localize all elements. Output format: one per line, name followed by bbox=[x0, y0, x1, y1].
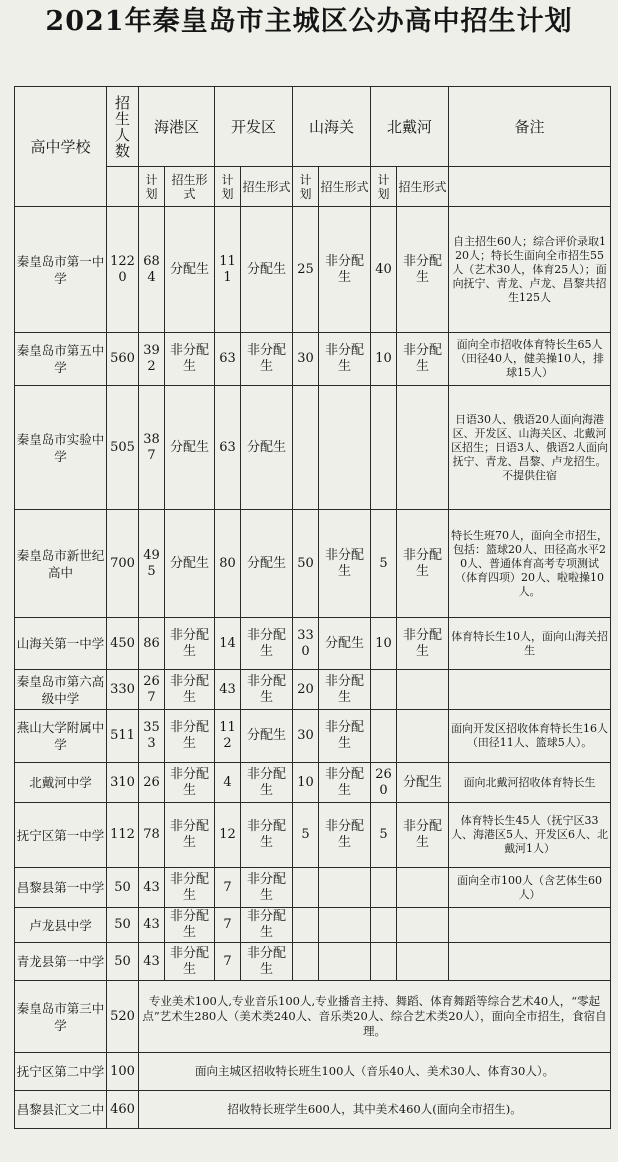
district-plan: 7 bbox=[215, 908, 241, 943]
district-plan bbox=[371, 943, 397, 981]
district-plan: 14 bbox=[215, 618, 241, 670]
total-enrollment: 511 bbox=[107, 710, 139, 763]
total-enrollment: 50 bbox=[107, 868, 139, 908]
district-plan: 63 bbox=[215, 333, 241, 386]
enrollment-plan-table bbox=[14, 86, 611, 1129]
total-enrollment: 505 bbox=[107, 386, 139, 510]
row-note bbox=[449, 908, 611, 943]
header-form: 招生形式 bbox=[319, 167, 371, 207]
district-plan: 80 bbox=[215, 510, 241, 618]
header-form: 招生形式 bbox=[397, 167, 449, 207]
district-form: 非分配生 bbox=[241, 670, 293, 710]
row-note: 面向全市100人（含艺体生60人） bbox=[449, 868, 611, 908]
header-plan: 计划 bbox=[293, 167, 319, 207]
district-form bbox=[319, 386, 371, 510]
district-form: 非分配生 bbox=[165, 908, 215, 943]
district-form: 非分配生 bbox=[241, 803, 293, 868]
district-form: 非分配生 bbox=[165, 763, 215, 803]
district-plan: 7 bbox=[215, 943, 241, 981]
header-note-empty bbox=[449, 167, 611, 207]
school-name: 秦皇岛市实验中学 bbox=[15, 386, 107, 510]
total-enrollment: 330 bbox=[107, 670, 139, 710]
district-form: 非分配生 bbox=[397, 510, 449, 618]
row-note: 面向全市招收体育特长生65人（田径40人，健美操10人，排球15人） bbox=[449, 333, 611, 386]
district-plan: 5 bbox=[371, 510, 397, 618]
district-form: 分配生 bbox=[165, 386, 215, 510]
school-name: 秦皇岛市第三中学 bbox=[15, 981, 107, 1053]
district-form: 非分配生 bbox=[397, 618, 449, 670]
row-note: 日语30人、俄语20人面向海港区、开发区、山海关区、北戴河区招生；日语3人、俄语2人面向抚宁、青龙、昌黎、卢龙招生。不提供住宿 bbox=[449, 386, 611, 510]
district-form: 非分配生 bbox=[319, 763, 371, 803]
table-row bbox=[15, 710, 611, 763]
district-form: 非分配生 bbox=[165, 803, 215, 868]
total-enrollment: 112 bbox=[107, 803, 139, 868]
district-form bbox=[397, 386, 449, 510]
district-plan: 43 bbox=[139, 908, 165, 943]
district-plan: 50 bbox=[293, 510, 319, 618]
district-form: 非分配生 bbox=[165, 618, 215, 670]
district-plan: 330 bbox=[293, 618, 319, 670]
district-form: 非分配生 bbox=[165, 670, 215, 710]
total-enrollment: 50 bbox=[107, 908, 139, 943]
table-row bbox=[15, 510, 611, 618]
table-row bbox=[15, 803, 611, 868]
district-plan: 112 bbox=[215, 710, 241, 763]
school-name: 抚宁区第一中学 bbox=[15, 803, 107, 868]
header-plan: 计划 bbox=[371, 167, 397, 207]
district-plan: 43 bbox=[139, 868, 165, 908]
district-plan: 353 bbox=[139, 710, 165, 763]
header-form: 招生形式 bbox=[165, 167, 215, 207]
district-plan: 12 bbox=[215, 803, 241, 868]
district-plan: 10 bbox=[371, 333, 397, 386]
district-plan: 63 bbox=[215, 386, 241, 510]
district-form bbox=[397, 710, 449, 763]
district-form: 非分配生 bbox=[165, 868, 215, 908]
school-name: 秦皇岛市第五中学 bbox=[15, 333, 107, 386]
district-plan: 30 bbox=[293, 710, 319, 763]
total-enrollment: 460 bbox=[107, 1091, 139, 1129]
row-note: 招收特长班学生600人，其中美术460人(面向全市招生)。 bbox=[139, 1091, 611, 1129]
district-plan bbox=[371, 386, 397, 510]
district-plan bbox=[293, 908, 319, 943]
page-title: 2021年秦皇岛市主城区公办高中招生计划 bbox=[45, 6, 573, 37]
district-plan: 684 bbox=[139, 207, 165, 333]
district-plan: 10 bbox=[371, 618, 397, 670]
table-row bbox=[15, 333, 611, 386]
district-plan: 10 bbox=[293, 763, 319, 803]
row-note: 体育特长生45人（抚宁区33人、海港区5人、开发区6人、北戴河1人） bbox=[449, 803, 611, 868]
district-plan: 7 bbox=[215, 868, 241, 908]
district-form: 非分配生 bbox=[241, 943, 293, 981]
district-plan bbox=[371, 868, 397, 908]
header-school: 高中学校 bbox=[15, 87, 107, 207]
table-row bbox=[15, 1053, 611, 1091]
district-form bbox=[397, 943, 449, 981]
district-plan: 30 bbox=[293, 333, 319, 386]
district-plan: 5 bbox=[371, 803, 397, 868]
district-plan: 25 bbox=[293, 207, 319, 333]
total-enrollment: 50 bbox=[107, 943, 139, 981]
district-plan: 43 bbox=[139, 943, 165, 981]
header-note: 备注 bbox=[449, 87, 611, 167]
total-enrollment: 1220 bbox=[107, 207, 139, 333]
total-enrollment: 310 bbox=[107, 763, 139, 803]
header-total: 招生人数 bbox=[107, 87, 139, 167]
total-enrollment: 450 bbox=[107, 618, 139, 670]
header-district: 北戴河 bbox=[371, 87, 449, 167]
district-plan bbox=[293, 943, 319, 981]
district-plan: 43 bbox=[215, 670, 241, 710]
table-row bbox=[15, 868, 611, 908]
header-district: 山海关 bbox=[293, 87, 371, 167]
district-form bbox=[319, 908, 371, 943]
district-plan bbox=[293, 386, 319, 510]
district-form: 非分配生 bbox=[241, 333, 293, 386]
district-form: 非分配生 bbox=[397, 207, 449, 333]
district-form bbox=[397, 908, 449, 943]
district-plan: 86 bbox=[139, 618, 165, 670]
total-enrollment: 560 bbox=[107, 333, 139, 386]
school-name: 卢龙县中学 bbox=[15, 908, 107, 943]
district-plan bbox=[371, 908, 397, 943]
district-form bbox=[319, 868, 371, 908]
district-form: 非分配生 bbox=[165, 943, 215, 981]
district-form: 分配生 bbox=[241, 207, 293, 333]
district-plan bbox=[293, 868, 319, 908]
row-note: 自主招生60人；综合评价录取120人；特长生面向全市招生55人（艺术30人，体育25人）；面向抚宁、青龙、卢龙、昌黎共招生125人 bbox=[449, 207, 611, 333]
district-form: 非分配生 bbox=[319, 670, 371, 710]
district-plan: 111 bbox=[215, 207, 241, 333]
row-note: 面向北戴河招收体育特长生 bbox=[449, 763, 611, 803]
district-plan: 267 bbox=[139, 670, 165, 710]
district-form: 分配生 bbox=[165, 510, 215, 618]
table-row bbox=[15, 207, 611, 333]
district-form: 非分配生 bbox=[319, 710, 371, 763]
district-form: 非分配生 bbox=[397, 333, 449, 386]
table-row bbox=[15, 763, 611, 803]
header-district: 海港区 bbox=[139, 87, 215, 167]
row-note bbox=[449, 670, 611, 710]
table-row bbox=[15, 943, 611, 981]
district-form: 非分配生 bbox=[319, 803, 371, 868]
table-row bbox=[15, 981, 611, 1053]
header-plan: 计划 bbox=[139, 167, 165, 207]
district-plan bbox=[371, 670, 397, 710]
total-enrollment: 100 bbox=[107, 1053, 139, 1091]
district-form: 非分配生 bbox=[319, 207, 371, 333]
district-form: 非分配生 bbox=[397, 803, 449, 868]
district-form: 非分配生 bbox=[241, 908, 293, 943]
header-total-empty bbox=[107, 167, 139, 207]
district-form: 非分配生 bbox=[241, 618, 293, 670]
district-form: 分配生 bbox=[241, 510, 293, 618]
district-form: 非分配生 bbox=[241, 868, 293, 908]
district-form: 分配生 bbox=[241, 386, 293, 510]
table-row bbox=[15, 618, 611, 670]
district-form bbox=[397, 868, 449, 908]
district-form: 非分配生 bbox=[165, 333, 215, 386]
district-form: 分配生 bbox=[319, 618, 371, 670]
district-form: 非分配生 bbox=[319, 333, 371, 386]
row-note: 面向主城区招收特长班生100人（音乐40人、美术30人、体育30人）。 bbox=[139, 1053, 611, 1091]
district-form: 非分配生 bbox=[319, 510, 371, 618]
school-name: 抚宁区第二中学 bbox=[15, 1053, 107, 1091]
table-body bbox=[15, 207, 611, 1129]
header-form: 招生形式 bbox=[241, 167, 293, 207]
district-form: 分配生 bbox=[165, 207, 215, 333]
school-name: 青龙县第一中学 bbox=[15, 943, 107, 981]
district-plan: 20 bbox=[293, 670, 319, 710]
district-plan bbox=[371, 710, 397, 763]
row-note: 体育特长生10人，面向山海关招生 bbox=[449, 618, 611, 670]
school-name: 秦皇岛市新世纪高中 bbox=[15, 510, 107, 618]
district-plan: 4 bbox=[215, 763, 241, 803]
school-name: 昌黎县汇文二中 bbox=[15, 1091, 107, 1129]
table-row bbox=[15, 908, 611, 943]
district-form bbox=[319, 943, 371, 981]
total-enrollment: 520 bbox=[107, 981, 139, 1053]
school-name: 山海关第一中学 bbox=[15, 618, 107, 670]
district-form: 非分配生 bbox=[165, 710, 215, 763]
school-name: 秦皇岛市第一中学 bbox=[15, 207, 107, 333]
table-row bbox=[15, 1091, 611, 1129]
school-name: 昌黎县第一中学 bbox=[15, 868, 107, 908]
school-name: 燕山大学附属中学 bbox=[15, 710, 107, 763]
header-row-1 bbox=[15, 87, 611, 167]
district-plan: 387 bbox=[139, 386, 165, 510]
district-plan: 260 bbox=[371, 763, 397, 803]
total-enrollment: 700 bbox=[107, 510, 139, 618]
district-plan: 495 bbox=[139, 510, 165, 618]
row-note: 特长生班70人，面向全市招生，包括：篮球20人、田径高水平20人、普通体育高考专项测试（体育四项）20人、啦啦操10人。 bbox=[449, 510, 611, 618]
header-plan: 计划 bbox=[215, 167, 241, 207]
row-note bbox=[449, 943, 611, 981]
district-plan: 26 bbox=[139, 763, 165, 803]
row-note: 面向开发区招收体育特长生16人（田径11人、篮球5人）。 bbox=[449, 710, 611, 763]
district-form bbox=[397, 670, 449, 710]
header-district: 开发区 bbox=[215, 87, 293, 167]
district-form: 分配生 bbox=[241, 710, 293, 763]
table-row bbox=[15, 386, 611, 510]
school-name: 秦皇岛市第六高级中学 bbox=[15, 670, 107, 710]
district-plan: 40 bbox=[371, 207, 397, 333]
district-plan: 78 bbox=[139, 803, 165, 868]
district-plan: 392 bbox=[139, 333, 165, 386]
district-plan: 5 bbox=[293, 803, 319, 868]
district-form: 分配生 bbox=[397, 763, 449, 803]
school-name: 北戴河中学 bbox=[15, 763, 107, 803]
table-row bbox=[15, 670, 611, 710]
district-form: 非分配生 bbox=[241, 763, 293, 803]
row-note: 专业美术100人,专业音乐100人,专业播音主持、舞蹈、体育舞蹈等综合艺术40人，“零起点”艺术生280人（美术类240人、音乐类20人、综合艺术类20人），面向全市招生，食宿自理。 bbox=[139, 981, 611, 1053]
